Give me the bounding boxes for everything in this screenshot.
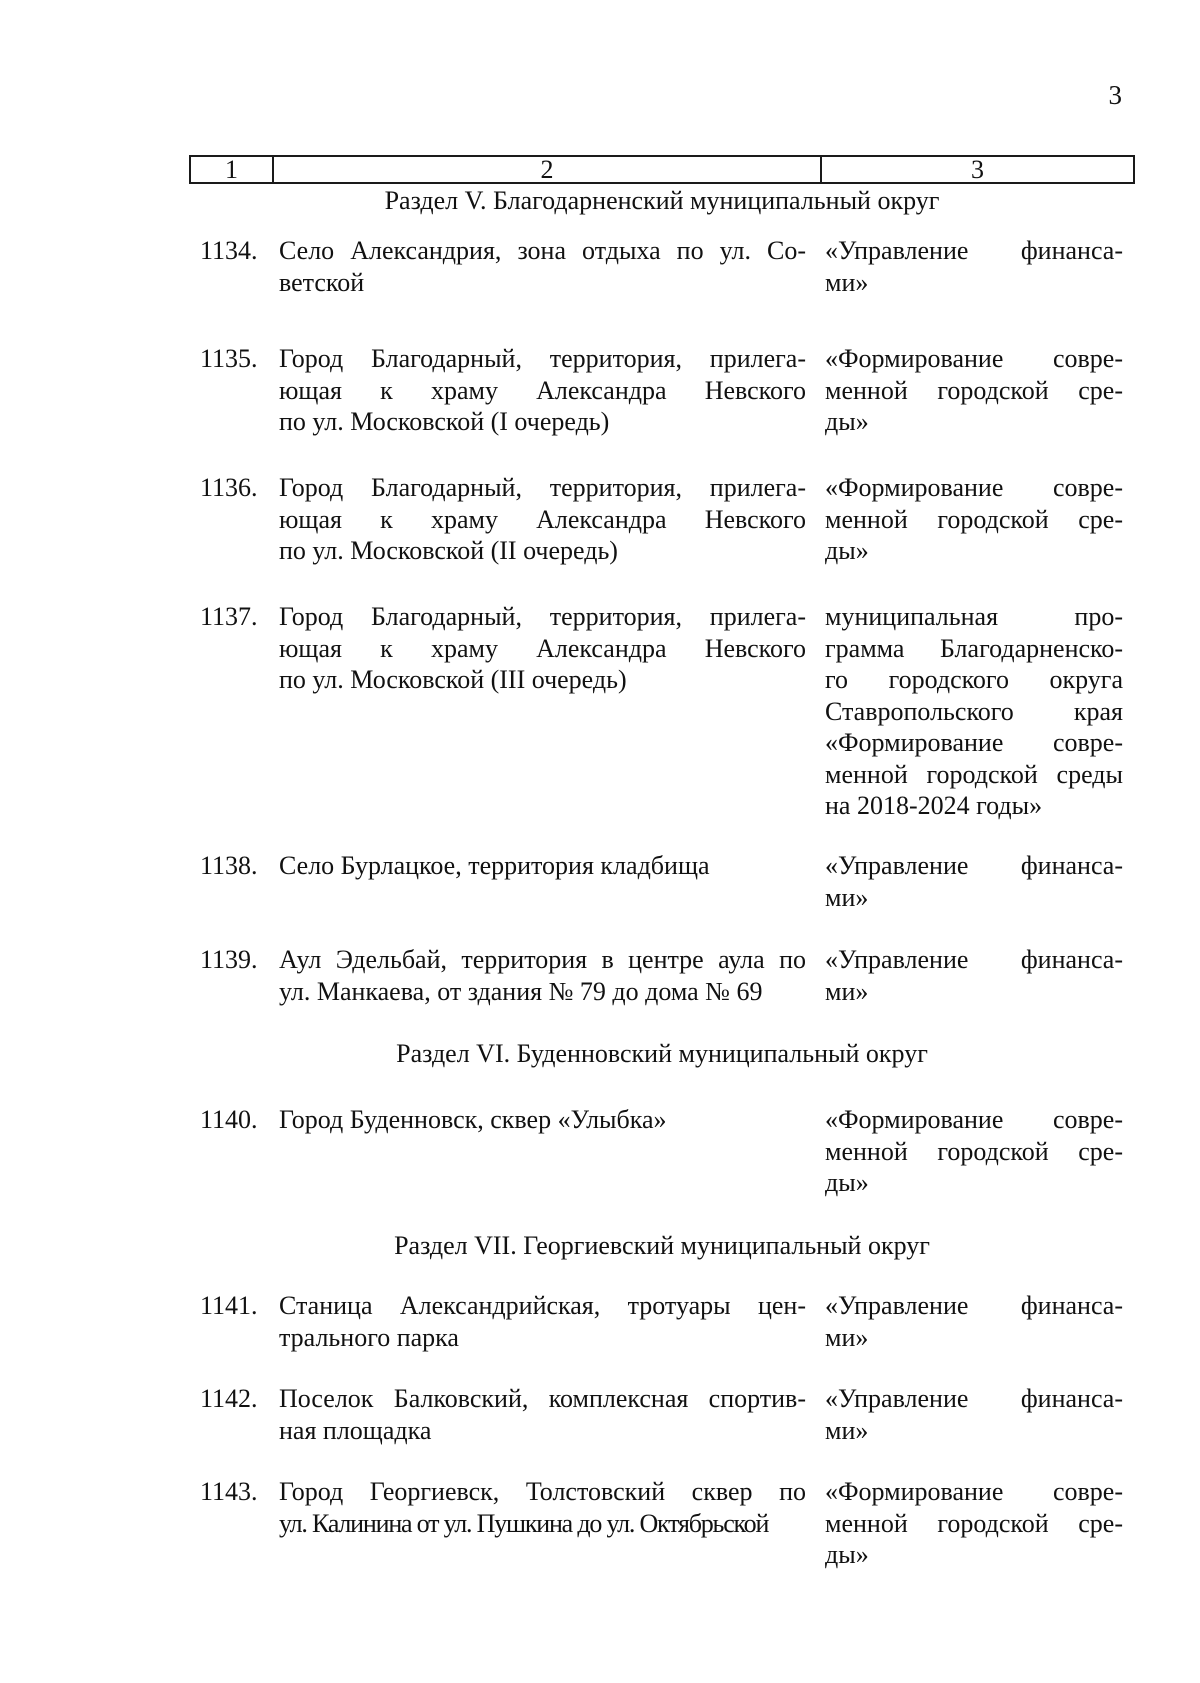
entry-number: 1135. xyxy=(200,344,258,373)
program-line: менной городской сре- xyxy=(825,1136,1123,1166)
program-line: «Управление финанса- xyxy=(825,236,1123,265)
table-header-row xyxy=(189,155,1135,184)
entry-location xyxy=(279,944,806,1007)
entry-number: 1138. xyxy=(200,851,258,880)
location-line: Город Благодарный, территория, прилега- xyxy=(279,344,806,373)
entry-location xyxy=(279,235,806,298)
program-line: ми» xyxy=(825,976,869,1006)
entry-program xyxy=(825,944,1123,1007)
column-header-1: 1 xyxy=(191,157,274,182)
location-line: Поселок Балковский, комплексная спортив- xyxy=(279,1384,806,1413)
section-title-vii: Раздел VII. Георгиевский муниципальный округ xyxy=(394,1231,930,1260)
entry-location xyxy=(279,1104,806,1136)
program-line: ми» xyxy=(825,1415,869,1445)
program-line: «Управление финанса- xyxy=(825,1291,1123,1320)
program-line: грамма Благодарненско- xyxy=(825,633,1123,663)
program-line: менной городской сре- xyxy=(825,375,1123,405)
program-line: на 2018-2024 годы» xyxy=(825,791,1043,820)
program-line: муниципальная про- xyxy=(825,602,1123,631)
entry-number: 1137. xyxy=(200,602,258,631)
program-line: «Управление финанса- xyxy=(825,945,1123,974)
entry-location xyxy=(279,472,806,567)
entry-location xyxy=(279,850,806,882)
entry-number: 1141. xyxy=(200,1291,258,1320)
location-line: ул. Калинина от ул. Пушкина до ул. Октябрьской xyxy=(279,1508,769,1538)
program-line: «Управление финанса- xyxy=(825,851,1123,880)
entry-number: 1136. xyxy=(200,473,258,502)
column-header-2: 2 xyxy=(274,157,822,182)
location-line: Село Бурлацкое, территория кладбища xyxy=(279,851,710,880)
location-line: ющая к храму Александра Невского xyxy=(279,504,806,534)
location-line: Город Благодарный, территория, прилега- xyxy=(279,473,806,502)
location-line: ветской xyxy=(279,267,365,297)
location-line: по ул. Московской (I очередь) xyxy=(279,407,610,436)
location-line: Станица Александрийская, тротуары цен- xyxy=(279,1291,806,1320)
program-line: менной городской среды xyxy=(825,759,1123,789)
location-line: ул. Манкаева, от здания № 79 до дома № 69 xyxy=(279,976,763,1006)
entry-location xyxy=(279,1476,806,1539)
section-title-v: Раздел V. Благодарненский муниципальный округ xyxy=(384,186,940,215)
entry-program xyxy=(825,343,1123,438)
program-line: Ставропольского края xyxy=(825,696,1123,726)
entry-location xyxy=(279,1290,806,1353)
entry-location xyxy=(279,601,806,696)
location-line: трального парка xyxy=(279,1322,459,1352)
location-line: Аул Эдельбай, территория в центре аула по xyxy=(279,945,806,974)
entry-program xyxy=(825,601,1123,822)
program-line: «Формирование совре- xyxy=(825,473,1123,502)
location-line: ющая к храму Александра Невского xyxy=(279,375,806,405)
location-line: Город Благодарный, территория, прилега- xyxy=(279,602,806,631)
entry-program xyxy=(825,1290,1123,1353)
program-line: ми» xyxy=(825,267,869,297)
program-line: ды» xyxy=(825,1168,869,1197)
section-title-vi: Раздел VI. Буденновский муниципальный округ xyxy=(396,1039,928,1068)
program-line: «Формирование совре- xyxy=(825,728,1123,757)
location-line: Село Александрия, зона отдыха по ул. Со- xyxy=(279,236,806,265)
entry-number: 1134. xyxy=(200,236,258,265)
program-line: ми» xyxy=(825,882,869,912)
entry-program xyxy=(825,1476,1123,1571)
location-line: по ул. Московской (III очередь) xyxy=(279,665,627,694)
location-line: ющая к храму Александра Невского xyxy=(279,633,806,663)
entry-program xyxy=(825,850,1123,913)
program-line: ды» xyxy=(825,1540,869,1569)
entry-program xyxy=(825,1383,1123,1446)
program-line: «Формирование совре- xyxy=(825,1105,1123,1134)
location-line: Город Георгиевск, Толстовский сквер по xyxy=(279,1477,806,1506)
entry-number: 1143. xyxy=(200,1477,258,1506)
entry-program xyxy=(825,472,1123,567)
location-line: по ул. Московской (II очередь) xyxy=(279,536,618,565)
program-line: «Управление финанса- xyxy=(825,1384,1123,1413)
entry-number: 1139. xyxy=(200,945,258,974)
entry-number: 1140. xyxy=(200,1105,258,1134)
program-line: «Формирование совре- xyxy=(825,1477,1123,1506)
location-line: ная площадка xyxy=(279,1415,432,1445)
program-line: менной городской сре- xyxy=(825,1508,1123,1538)
column-header-3: 3 xyxy=(971,155,984,184)
entry-program xyxy=(825,235,1123,298)
entry-number: 1142. xyxy=(200,1384,258,1413)
program-line: ды» xyxy=(825,407,869,436)
program-line: го городского округа xyxy=(825,665,1123,694)
entry-location xyxy=(279,1383,806,1446)
entry-program xyxy=(825,1104,1123,1199)
program-line: ды» xyxy=(825,536,869,565)
program-line: «Формирование совре- xyxy=(825,344,1123,373)
entry-location xyxy=(279,343,806,438)
program-line: менной городской сре- xyxy=(825,504,1123,534)
program-line: ми» xyxy=(825,1322,869,1352)
location-line: Город Буденновск, сквер «Улыбка» xyxy=(279,1105,667,1134)
page-number: 3 xyxy=(1108,80,1122,110)
